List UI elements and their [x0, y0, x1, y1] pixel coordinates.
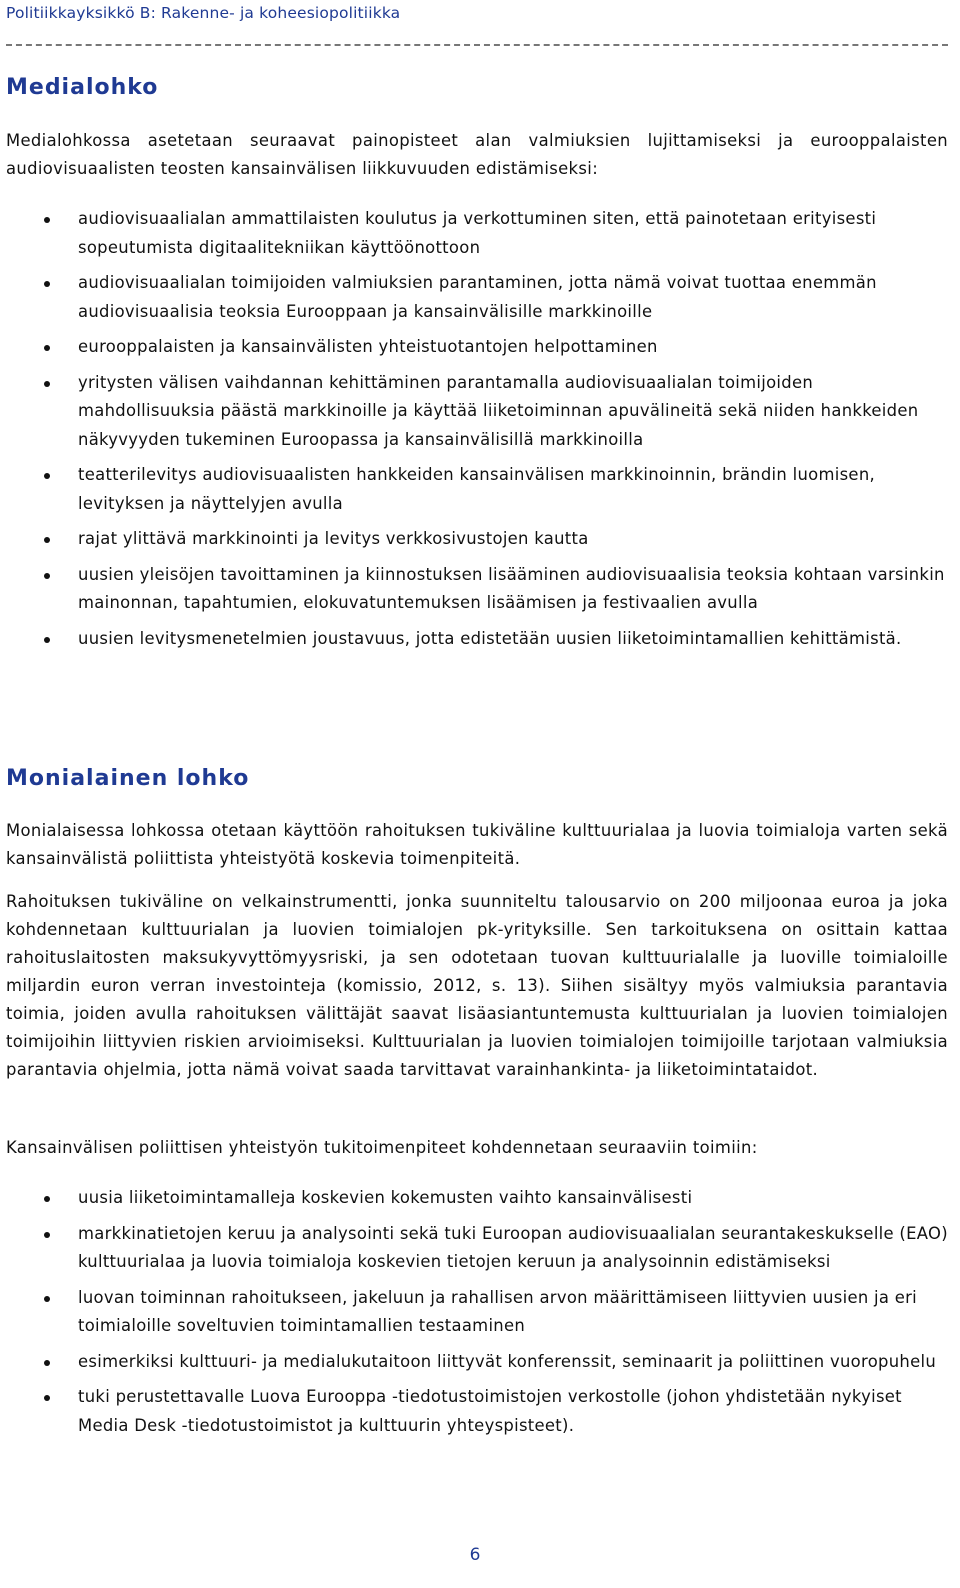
bullet-icon	[44, 345, 50, 351]
list-item: yritysten välisen vaihdannan kehittäminen parantamalla audiovisuaalialan toimijoiden mahdollisuuksia päästä markkinoille ja käyttää liiketoiminnan apuvälineitä sekä niiden hankkeiden näkyvyyden tukeminen Euroopassa ja kansainvälisillä markkinoilla	[6, 369, 948, 455]
bullet-icon	[44, 1232, 50, 1238]
cross-paragraph-3: Kansainvälisen poliittisen yhteistyön tukitoimenpiteet kohdennetaan seuraaviin toimiin:	[6, 1138, 758, 1157]
bullet-icon	[44, 281, 50, 287]
heading-medialohko: Medialohko	[6, 75, 159, 100]
media-bullet-list	[6, 205, 948, 660]
bullet-icon	[44, 1296, 50, 1302]
list-item: uusia liiketoimintamalleja koskevien kokemusten vaihto kansainvälisesti	[6, 1184, 948, 1213]
bullet-icon	[44, 217, 50, 223]
list-item: rajat ylittävä markkinointi ja levitys verkkosivustojen kautta	[6, 525, 948, 554]
list-item: eurooppalaisten ja kansainvälisten yhteistuotantojen helpottaminen	[6, 333, 948, 362]
bullet-icon	[44, 637, 50, 643]
bullet-icon	[44, 573, 50, 579]
page-number: 6	[469, 1545, 481, 1565]
list-item: teatterilevitys audiovisuaalisten hankkeiden kansainvälisen markkinoinnin, brändin luomisen, levityksen ja näyttelyjen avulla	[6, 461, 948, 518]
list-item: esimerkiksi kulttuuri- ja medialukutaitoon liittyvät konferenssit, seminaarit ja poliittinen vuoropuhelu	[6, 1348, 948, 1377]
cross-paragraph-2: Rahoituksen tukiväline on velkainstrumentti, jonka suunniteltu talousarvio on 200 miljoonaa euroa ja joka kohdennetaan kulttuurialan ja luovien toimialojen pk-yrityksille. Sen tarkoituksena on osittain kattaa rahoituslaitosten maksukyvyttömyysriski, ja sen odotetaan tuovan kulttuurialalle ja luoville toimialoille miljardin euron verran investointeja (komissio, 2012, s. 13). Siihen sisältyy myös valmiuksia parantavia toimia, joiden avulla rahoituksen välittäjät saavat lisäasiantuntemusta kulttuurialan ja luovien toimialojen toimijoihin liittyvien riskien arvioimiseksi. Kulttuurialan ja luovien toimialojen toimijoille tarjotaan valmiuksia parantavia ohjelmia, jotta nämä voivat saada tarvittavat varainhankinta- ja liiketoimintataidot.	[6, 892, 948, 1079]
list-item: audiovisuaalialan toimijoiden valmiuksien parantaminen, jotta nämä voivat tuottaa enemmän audiovisuaalisia teoksia Eurooppaan ja kansainvälisille markkinoille	[6, 269, 948, 326]
list-item: tuki perustettavalle Luova Eurooppa -tiedotustoimistojen verkostolle (johon yhdistetään nykyiset Media Desk -tiedotustoimistot ja kulttuurin yhteyspisteet).	[6, 1383, 948, 1440]
list-item: markkinatietojen keruu ja analysointi sekä tuki Euroopan audiovisuaalialan seurantakeskukselle (EAO) kulttuurialaa ja luovia toimialoja koskevien tietojen keruun ja analysoinnin edistämiseksi	[6, 1220, 948, 1277]
running-header: Politiikkayksikkö B: Rakenne- ja koheesiopolitiikka	[6, 4, 401, 22]
list-item: uusien yleisöjen tavoittaminen ja kiinnostuksen lisääminen audiovisuaalisia teoksia kohtaan varsinkin mainonnan, tapahtumien, elokuvatuntemuksen lisäämisen ja festivaalien avulla	[6, 561, 948, 618]
bullet-icon	[44, 537, 50, 543]
cross-bullet-list	[6, 1184, 948, 1447]
bullet-icon	[44, 381, 50, 387]
bullet-icon	[44, 1360, 50, 1366]
bullet-icon	[44, 1196, 50, 1202]
list-item: luovan toiminnan rahoitukseen, jakeluun ja rahallisen arvon määrittämiseen liittyvien uusien ja eri toimialoille soveltuvien toimintamallien testaaminen	[6, 1284, 948, 1341]
header-divider	[6, 44, 948, 46]
heading-monialainen-lohko: Monialainen lohko	[6, 766, 250, 791]
media-intro-paragraph: Medialohkossa asetetaan seuraavat painopisteet alan valmiuksien lujittamiseksi ja eurooppalaisten audiovisuaalisten teosten kansainvälisen liikkuvuuden edistämiseksi:	[6, 131, 948, 178]
bullet-icon	[44, 473, 50, 479]
list-item: uusien levitysmenetelmien joustavuus, jotta edistetään uusien liiketoimintamallien kehittämistä.	[6, 625, 948, 654]
cross-paragraph-1: Monialaisessa lohkossa otetaan käyttöön rahoituksen tukiväline kulttuurialaa ja luovia toimialoja varten sekä kansainvälistä poliittista yhteistyötä koskevia toimenpiteitä.	[6, 821, 948, 868]
bullet-icon	[44, 1395, 50, 1401]
list-item: audiovisuaalialan ammattilaisten koulutus ja verkottuminen siten, että painotetaan erityisesti sopeutumista digitaalitekniikan käyttöönottoon	[6, 205, 948, 262]
